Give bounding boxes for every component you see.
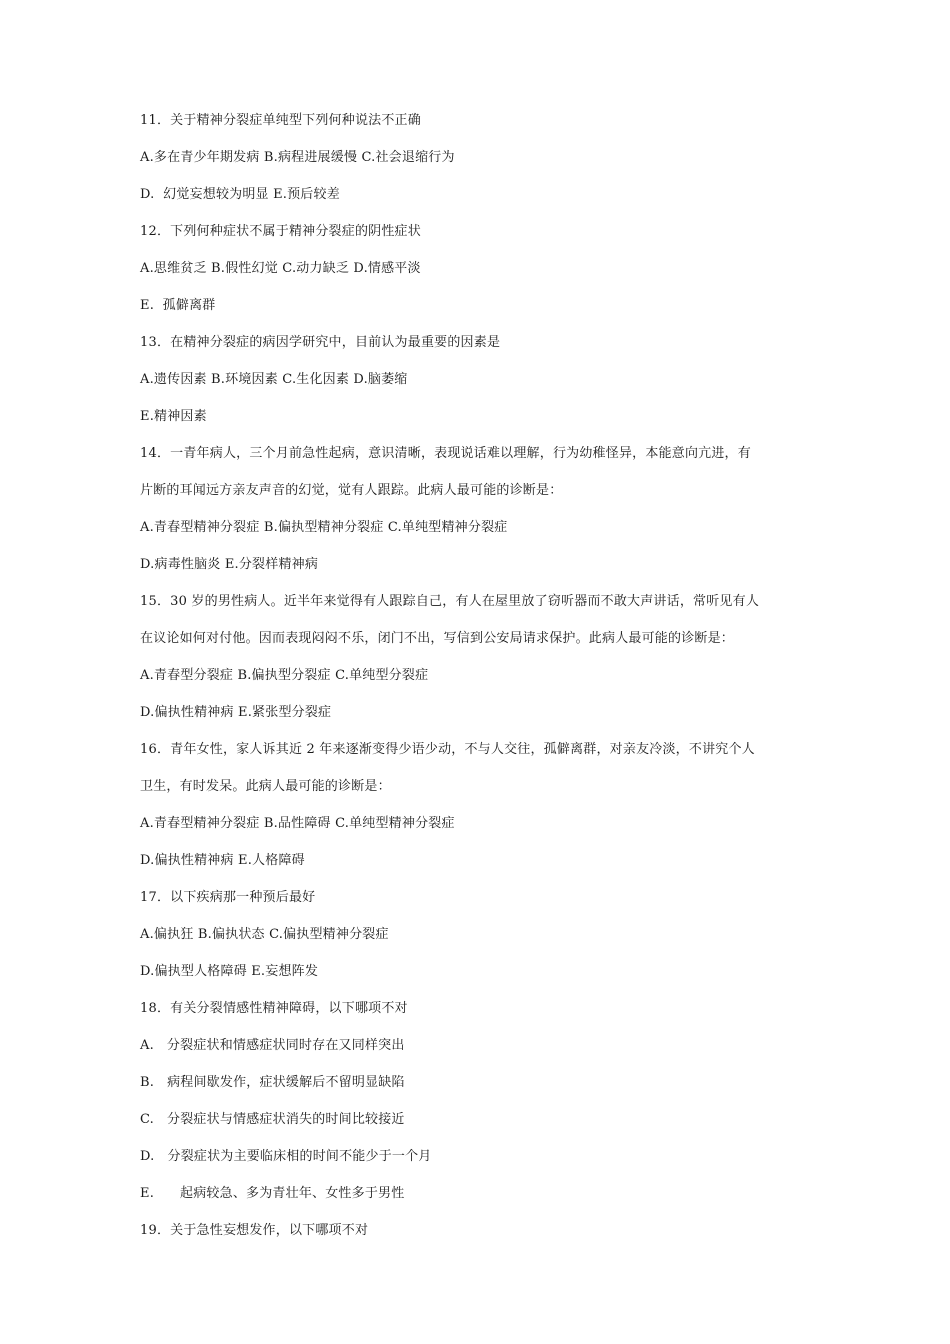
question-18-option-d: D. 分裂症状为主要临床相的时间不能少于一个月 <box>140 1149 432 1164</box>
question-17-options-d-e: D.偏执型人格障碍 E.妄想阵发 <box>140 964 319 979</box>
question-18-option-b: B. 病程间歇发作，症状缓解后不留明显缺陷 <box>140 1075 405 1090</box>
question-16-options-a-c: A.青春型精神分裂症 B.品性障碍 C.单纯型精神分裂症 <box>140 816 455 831</box>
question-14-stem-line-2: 片断的耳闻远方亲友声音的幻觉，觉有人跟踪。此病人最可能的诊断是： <box>140 483 563 498</box>
question-16-stem-line-1: 16．青年女性，家人诉其近 2 年来逐渐变得少语少动，不与人交往，孤僻离群，对亲友冷淡，不讲究个人 <box>140 742 755 757</box>
question-14-options-a-c: A.青春型精神分裂症 B.偏执型精神分裂症 C.单纯型精神分裂症 <box>140 520 508 535</box>
question-11-options-a-c: A.多在青少年期发病 B.病程进展缓慢 C.社会退缩行为 <box>140 150 455 165</box>
question-18-option-e: E. 起病较急、多为青壮年、女性多于男性 <box>140 1186 405 1201</box>
question-15-options-d-e: D.偏执性精神病 E.紧张型分裂症 <box>140 705 332 720</box>
question-15-stem-line-1: 15．30 岁的男性病人。近半年来觉得有人跟踪自己，有人在屋里放了窃听器而不敢大声讲话，常听见有人 <box>140 594 760 609</box>
question-18-stem: 18．有关分裂情感性精神障碍，以下哪项不对 <box>140 1001 408 1016</box>
question-15-options-a-c: A.青春型分裂症 B.偏执型分裂症 C.单纯型分裂症 <box>140 668 429 683</box>
question-17-stem: 17．以下疾病那一种预后最好 <box>140 890 316 905</box>
question-12-stem: 12．下列何种症状不属于精神分裂症的阴性症状 <box>140 224 421 239</box>
question-13-options-a-d: A.遗传因素 B.环境因素 C.生化因素 D.脑萎缩 <box>140 372 408 387</box>
question-13-option-e: E.精神因素 <box>140 409 207 424</box>
question-11-stem: 11．关于精神分裂症单纯型下列何种说法不正确 <box>140 113 421 128</box>
question-12-options-a-d: A.思维贫乏 B.假性幻觉 C.动力缺乏 D.情感平淡 <box>140 261 421 276</box>
question-15-stem-line-2: 在议论如何对付他。因而表现闷闷不乐，闭门不出，写信到公安局请求保护。此病人最可能的诊断是： <box>140 631 735 646</box>
question-18-option-a: A. 分裂症状和情感症状同时存在又同样突出 <box>140 1038 405 1053</box>
question-12-option-e: E. 孤僻离群 <box>140 298 216 313</box>
question-16-options-d-e: D.偏执性精神病 E.人格障碍 <box>140 853 305 868</box>
question-16-stem-line-2: 卫生，有时发呆。此病人最可能的诊断是： <box>140 779 391 794</box>
question-17-options-a-c: A.偏执狂 B.偏执状态 C.偏执型精神分裂症 <box>140 927 389 942</box>
question-13-stem: 13．在精神分裂症的病因学研究中，目前认为最重要的因素是 <box>140 335 501 350</box>
question-19-stem: 19．关于急性妄想发作，以下哪项不对 <box>140 1223 369 1238</box>
document-body <box>140 108 790 1255</box>
question-14-options-d-e: D.病毒性脑炎 E.分裂样精神病 <box>140 557 319 572</box>
question-11-options-d-e: D. 幻觉妄想较为明显 E.预后较差 <box>140 187 340 202</box>
question-14-stem-line-1: 14．一青年病人，三个月前急性起病，意识清晰，表现说话难以理解，行为幼稚怪异，本能意向亢进，有 <box>140 446 751 461</box>
question-18-option-c: C. 分裂症状与情感症状消失的时间比较接近 <box>140 1112 405 1127</box>
